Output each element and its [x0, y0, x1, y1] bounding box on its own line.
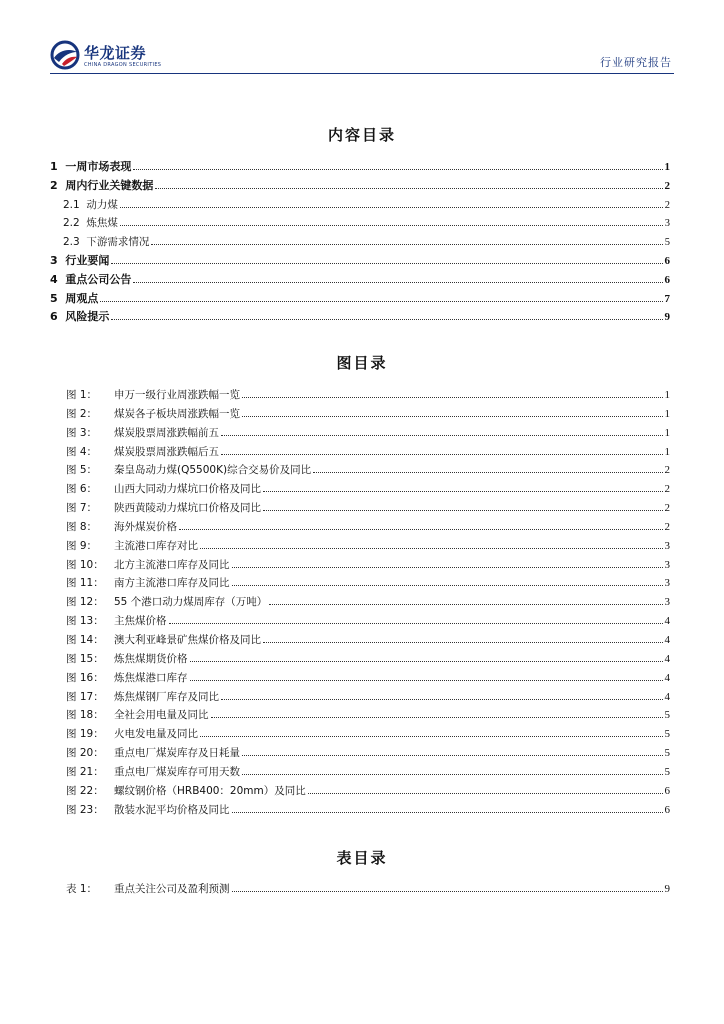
- company-logo: [50, 40, 162, 74]
- figure-entry-number: 图 14：: [66, 633, 104, 646]
- figure-entry-number: 图 17：: [66, 690, 104, 703]
- figure-entry-number: 图 23：: [66, 803, 104, 816]
- toc-entry-title: 重点公司公告: [65, 272, 132, 286]
- figure-entry-page: 2: [664, 520, 670, 533]
- figure-entry[interactable]: [66, 631, 670, 650]
- dot-leader: [120, 207, 663, 208]
- figure-entry-number: 图 2：: [66, 407, 98, 420]
- dot-leader: [242, 397, 663, 398]
- figure-entry-title: 煤炭各子板块周涨跌幅一览: [114, 407, 240, 420]
- figure-entry-page: 6: [664, 784, 670, 797]
- figure-entry-title: 北方主流港口库存及同比: [114, 558, 230, 571]
- figure-entry-page: 4: [664, 633, 670, 646]
- toc-entry[interactable]: [50, 271, 670, 290]
- figure-entry-title: 螺纹钢价格（HRB400：20mm）及同比: [114, 784, 306, 797]
- dot-leader: [221, 454, 663, 455]
- figure-entry[interactable]: [66, 556, 670, 575]
- toc-entry-title: 下游需求情况: [86, 236, 150, 249]
- dot-leader: [169, 623, 663, 624]
- figure-entry[interactable]: [66, 706, 670, 725]
- figure-entry-number: 图 8：: [66, 520, 98, 533]
- table-entry-page: 9: [664, 883, 670, 895]
- figure-entry-number: 图 6：: [66, 483, 98, 496]
- dot-leader: [269, 604, 662, 605]
- table-entry[interactable]: [66, 880, 670, 899]
- figure-entry-title: 秦皇岛动力煤(Q5500K)综合交易价及同比: [114, 464, 312, 477]
- toc-entry-title: 一周市场表现: [65, 160, 132, 173]
- logo-chinese-name: 华龙证券: [84, 44, 147, 62]
- figure-entry-title: 申万一级行业周涨跌幅一览: [114, 389, 240, 401]
- toc-entry[interactable]: [50, 177, 670, 196]
- toc-entry-page: 9: [664, 311, 670, 324]
- figure-entry-title: 主流港口库存对比: [114, 539, 198, 552]
- dot-leader: [133, 169, 662, 170]
- toc-entry[interactable]: [50, 196, 670, 215]
- figure-entry-number: 图 9：: [66, 539, 98, 552]
- toc-entry[interactable]: [50, 290, 670, 309]
- figure-entry[interactable]: [66, 461, 670, 480]
- logo-english-name: CHINA DRAGON SECURITIES: [84, 62, 162, 68]
- figure-entry-number: 图 22：: [66, 784, 104, 797]
- figures-list: [66, 386, 670, 819]
- figure-entry[interactable]: [66, 688, 670, 707]
- figure-entry-page: 3: [664, 577, 670, 590]
- figure-entry-number: 图 10：: [66, 558, 104, 571]
- figure-entry[interactable]: [66, 518, 670, 537]
- dot-leader: [211, 717, 663, 718]
- figure-entry-title: 散装水泥平均价格及同比: [114, 803, 230, 816]
- figure-entry-number: 图 16：: [66, 671, 104, 684]
- report-type-label: 行业研究报告: [600, 56, 672, 69]
- figure-entry[interactable]: [66, 801, 670, 820]
- toc-entry-number: 2.1: [63, 198, 80, 211]
- figure-entry-page: 5: [664, 765, 670, 778]
- toc-entry-title: 炼焦煤: [86, 217, 118, 230]
- toc-entry[interactable]: [50, 233, 670, 252]
- figure-entry-number: 图 7：: [66, 502, 98, 515]
- figure-entry-page: 3: [664, 539, 670, 552]
- figure-entry[interactable]: [66, 386, 670, 405]
- dot-leader: [232, 812, 663, 813]
- figure-entry-title: 炼焦煤港口库存: [114, 671, 188, 684]
- figure-entry[interactable]: [66, 763, 670, 782]
- figure-entry-number: 图 15：: [66, 652, 104, 665]
- figure-entry[interactable]: [66, 744, 670, 763]
- figure-entry-title: 55 个港口动力煤周库存（万吨）: [114, 596, 268, 609]
- toc-entry-page: 7: [664, 292, 670, 305]
- toc-entry-page: 6: [664, 273, 670, 286]
- figure-entry-number: 图 5：: [66, 464, 98, 477]
- figure-entry-page: 3: [664, 558, 670, 571]
- figure-entry-number: 图 13：: [66, 615, 104, 628]
- figure-entry[interactable]: [66, 499, 670, 518]
- toc-entry-number: 2.2: [63, 217, 80, 230]
- toc-entry-page: 6: [664, 254, 670, 267]
- figure-entry-page: 2: [664, 502, 670, 515]
- figure-entry[interactable]: [66, 405, 670, 424]
- dot-leader: [200, 736, 663, 737]
- toc-entry-title: 行业要闻: [65, 253, 110, 267]
- dot-leader: [242, 416, 663, 417]
- figure-entry-page: 5: [664, 747, 670, 760]
- figure-entry-number: 图 4：: [66, 445, 98, 458]
- toc-entry-number: 2.3: [63, 236, 80, 249]
- dot-leader: [232, 567, 663, 568]
- toc-entry-number: 4: [50, 272, 58, 286]
- dot-leader: [232, 585, 663, 586]
- dot-leader: [242, 774, 663, 775]
- dot-leader: [111, 319, 662, 320]
- dot-leader: [111, 263, 662, 264]
- toc-entry[interactable]: [50, 214, 670, 233]
- dot-leader: [232, 891, 663, 892]
- figure-entry[interactable]: [66, 443, 670, 462]
- toc-entry[interactable]: [50, 308, 670, 327]
- figure-entry-number: 图 19：: [66, 728, 104, 741]
- figure-entry-page: 6: [664, 803, 670, 816]
- dot-leader: [120, 225, 663, 226]
- toc-entry-number: 3: [50, 253, 58, 267]
- dragon-logo-icon: [50, 40, 80, 70]
- toc-entry[interactable]: [50, 252, 670, 271]
- header-divider: [50, 73, 674, 74]
- figure-entry-page: 5: [664, 709, 670, 722]
- figure-entry-title: 海外煤炭价格: [114, 520, 177, 533]
- toc-entry-number: 2: [50, 178, 58, 192]
- dot-leader: [263, 510, 663, 511]
- dot-leader: [242, 755, 663, 756]
- figure-entry-page: 4: [664, 615, 670, 628]
- toc-entry-page: 3: [664, 218, 670, 230]
- tables-list: [66, 880, 670, 899]
- figure-entry[interactable]: [66, 725, 670, 744]
- figure-entry[interactable]: [66, 650, 670, 669]
- figure-entry-page: 1: [664, 407, 670, 420]
- table-entry-title: 重点关注公司及盈利预测: [114, 883, 230, 895]
- figure-entry-page: 5: [664, 728, 670, 741]
- dot-leader: [263, 642, 663, 643]
- dot-leader: [263, 491, 663, 492]
- figure-entry-number: 图 11：: [66, 577, 104, 590]
- dot-leader: [221, 699, 663, 700]
- toc-entry-title: 风险提示: [65, 310, 110, 324]
- dot-leader: [308, 793, 663, 794]
- figure-entry-page: 4: [664, 690, 670, 703]
- page-header: [0, 0, 724, 80]
- figure-entry[interactable]: [66, 593, 670, 612]
- toc-entry-page: 1: [664, 161, 670, 173]
- figure-entry-page: 4: [664, 652, 670, 665]
- toc-entry-page: 2: [664, 179, 670, 192]
- figure-entry-page: 1: [664, 389, 670, 401]
- contents-list: [50, 158, 670, 327]
- figure-entry-title: 重点电厂煤炭库存及日耗量: [114, 747, 240, 760]
- figure-entry-title: 山西大同动力煤坑口价格及同比: [114, 483, 261, 496]
- figure-entry-title: 重点电厂煤炭库存可用天数: [114, 765, 240, 778]
- dot-leader: [100, 301, 662, 302]
- dot-leader: [151, 244, 662, 245]
- figure-entry-title: 南方主流港口库存及同比: [114, 577, 230, 590]
- figure-entry[interactable]: [66, 424, 670, 443]
- dot-leader: [179, 529, 663, 530]
- toc-entry-title: 周内行业关键数据: [65, 178, 154, 192]
- toc-entry[interactable]: [50, 158, 670, 177]
- figure-entry-title: 炼焦煤期货价格: [114, 652, 188, 665]
- figure-entry-title: 火电发电量及同比: [114, 728, 198, 741]
- figure-entry-page: 2: [664, 464, 670, 477]
- figure-entry[interactable]: [66, 782, 670, 801]
- figure-entry-number: 图 20：: [66, 747, 104, 760]
- figure-entry-title: 主焦煤价格: [114, 615, 167, 628]
- figure-entry-page: 4: [664, 671, 670, 684]
- figure-entry-title: 煤炭股票周涨跌幅后五: [114, 445, 219, 458]
- figure-entry-page: 1: [664, 445, 670, 458]
- figure-entry-number: 图 1：: [66, 389, 98, 401]
- figure-entry-page: 1: [664, 426, 670, 439]
- figure-entry-number: 图 3：: [66, 426, 98, 439]
- toc-entry-number: 6: [50, 310, 58, 324]
- figure-entry-title: 炼焦煤钢厂库存及同比: [114, 690, 219, 703]
- toc-entry-number: 5: [50, 291, 58, 305]
- figure-entry[interactable]: [66, 612, 670, 631]
- dot-leader: [133, 282, 662, 283]
- dot-leader: [190, 680, 663, 681]
- dot-leader: [221, 435, 663, 436]
- figure-entry-title: 陕西黄陵动力煤坑口价格及同比: [114, 502, 261, 515]
- figure-entry-title: 澳大利亚峰景矿焦煤价格及同比: [114, 633, 261, 646]
- dot-leader: [313, 472, 662, 473]
- dot-leader: [155, 188, 662, 189]
- figures-title: 图目录: [336, 354, 388, 372]
- toc-title: 内容目录: [327, 126, 396, 144]
- dot-leader: [200, 548, 663, 549]
- figure-entry[interactable]: [66, 574, 670, 593]
- figure-entry-page: 3: [664, 596, 670, 609]
- figure-entry-number: 图 18：: [66, 709, 104, 722]
- figure-entry-number: 图 12：: [66, 596, 104, 609]
- figure-entry[interactable]: [66, 537, 670, 556]
- toc-entry-page: 2: [664, 199, 670, 211]
- dot-leader: [190, 661, 663, 662]
- figure-entry-title: 全社会用电量及同比: [114, 709, 209, 722]
- figure-entry-page: 2: [664, 483, 670, 496]
- toc-entry-page: 5: [664, 237, 670, 249]
- toc-entry-title: 动力煤: [86, 198, 118, 211]
- table-entry-number: 表 1：: [66, 883, 98, 895]
- toc-entry-number: 1: [50, 160, 58, 173]
- figure-entry-number: 图 21：: [66, 765, 104, 778]
- figure-entry[interactable]: [66, 669, 670, 688]
- toc-entry-title: 周观点: [65, 291, 99, 305]
- figure-entry-title: 煤炭股票周涨跌幅前五: [114, 426, 219, 439]
- tables-title: 表目录: [336, 849, 388, 867]
- figure-entry[interactable]: [66, 480, 670, 499]
